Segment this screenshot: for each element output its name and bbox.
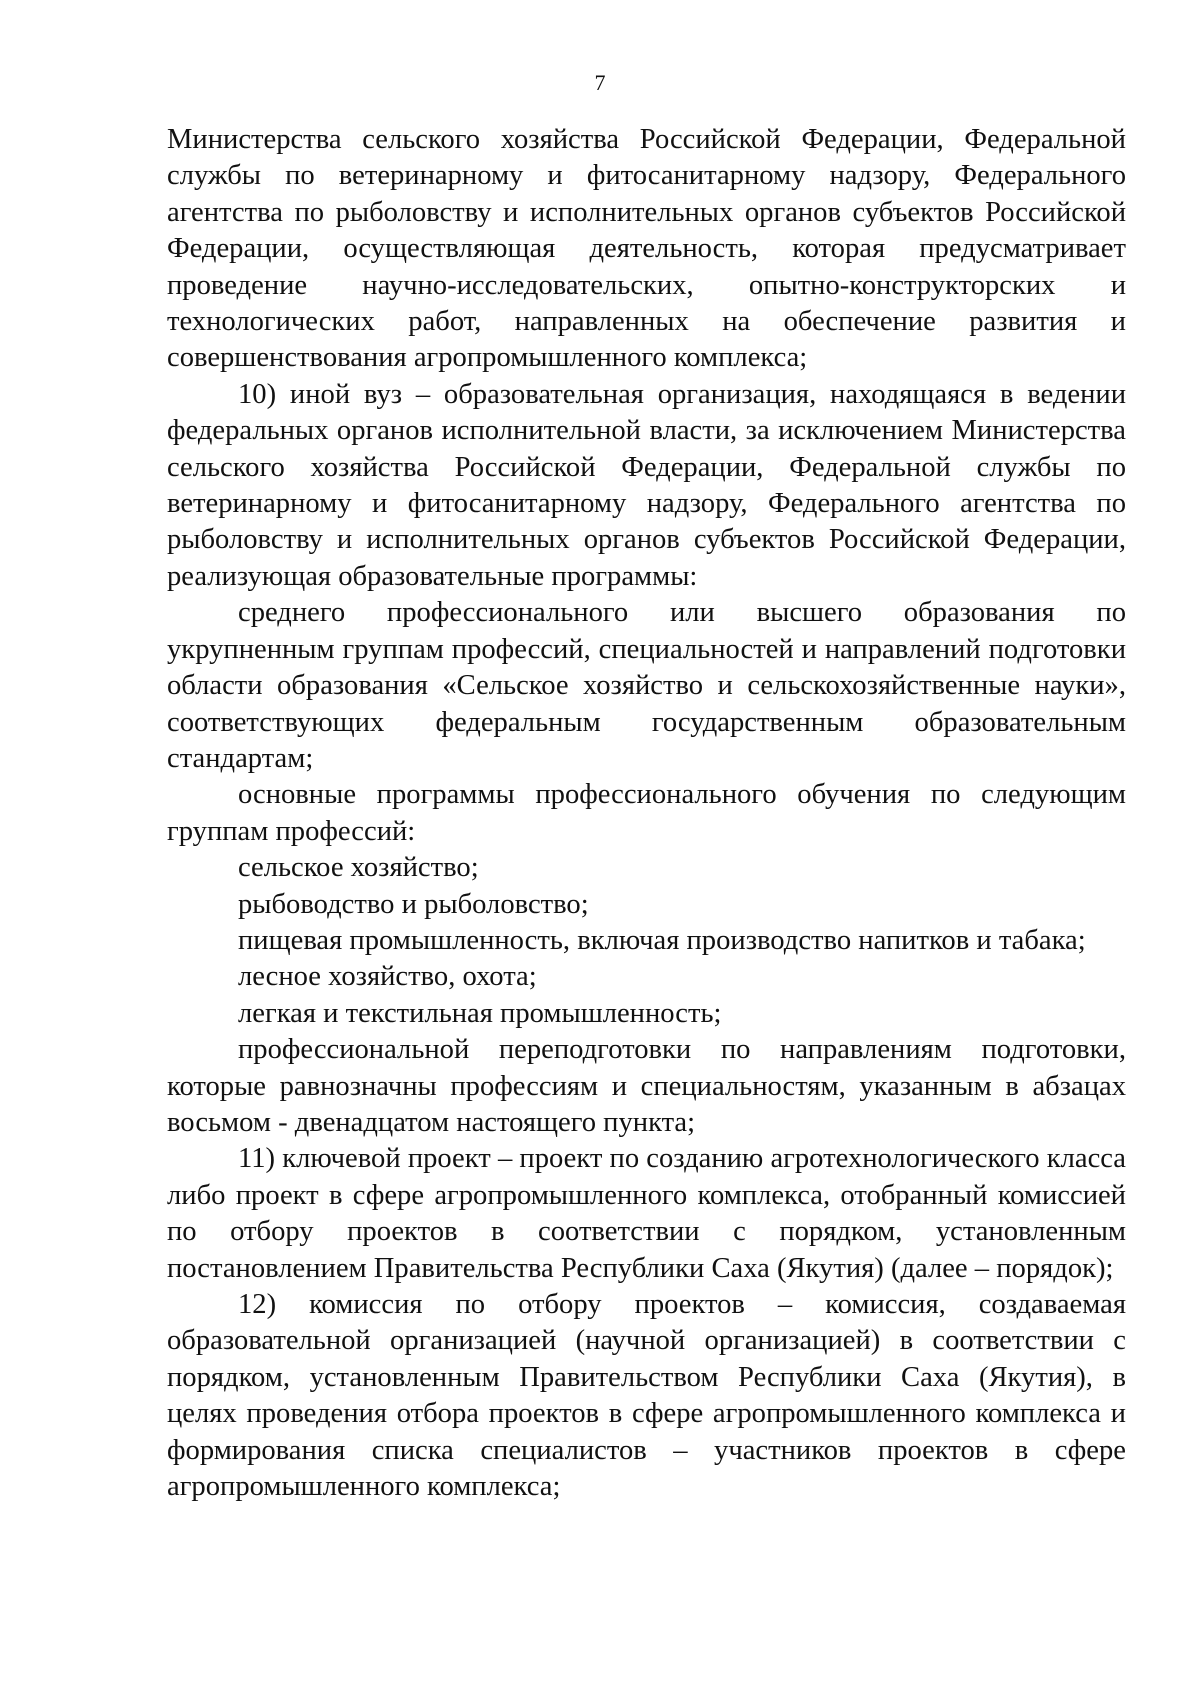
paragraph: Министерства сельского хозяйства Российской Федерации, Федеральной службы по ветеринарному и фитосанитарному надзору, Федерального агентства по рыболовству и исполнительных органов субъектов Российской Федерации, осуществляющая деятельность, которая предусматривает проведение научно-исследовательских, опытно-конструкторских и технологических работ, направленных на обеспечение развития и совершенствования агропромышленного комплекса; [167,124,1126,374]
list-item: пищевая промышленность, включая производство напитков и табака; [238,924,1086,956]
document-body [167,122,1126,1505]
paragraph: профессиональной переподготовки по направлениям подготовки, которые равнозначны профессиям и специальностям, указанным в абзацах восьмом - двенадцатом настоящего пункта; [167,1034,1126,1138]
paragraph: 11) ключевой проект – проект по созданию агротехнологического класса либо проект в сфере агропромышленного комплекса, отобранный комиссией по отбору проектов в соответствии с порядком, установленным постановлением Правительства Республики Саха (Якутия) (далее – порядок); [167,1143,1126,1284]
paragraph: среднего профессионального или высшего образования по укрупненным группам профессий, специальностей и направлений подготовки области образования «Сельское хозяйство и сельскохозяйственные науки», соответствующих федеральным государственным образовательным стандартам; [167,597,1126,774]
list-item: сельское хозяйство; [238,852,479,884]
list-item: рыбоводство и рыболовство; [238,888,589,920]
list-item: легкая и текстильная промышленность; [238,997,722,1029]
list-item: лесное хозяйство, охота; [238,961,537,993]
paragraph: 10) иной вуз – образовательная организация, находящаяся в ведении федеральных органов исполнительной власти, за исключением Министерства сельского хозяйства Российской Федерации, Федеральной службы по ветеринарному и фитосанитарному надзору, Федерального агентства по рыболовству и исполнительных органов субъектов Российской Федерации, реализующая образовательные программы: [167,378,1126,592]
paragraph: основные программы профессионального обучения по следующим группам профессий: [167,779,1126,847]
paragraph: 12) комиссия по отбору проектов – комиссия, создаваемая образовательной организацией (научной организацией) в соответствии с порядком, установленным Правительством Республики Саха (Якутия), в целях проведения отбора проектов в сфере агропромышленного комплекса и формирования списка специалистов – участников проектов в сфере агропромышленного комплекса; [167,1289,1126,1503]
page-number: 7 [594,70,606,95]
